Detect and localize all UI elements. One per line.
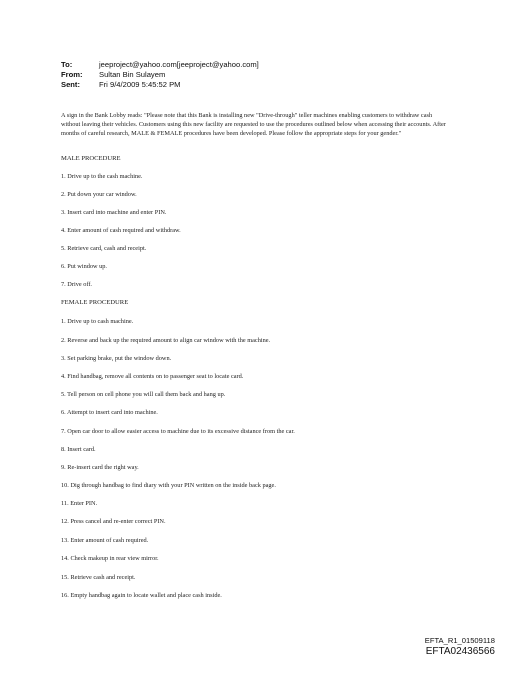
female-step: 13. Enter amount of cash required. bbox=[61, 537, 149, 544]
female-procedure-title: FEMALE PROCEDURE bbox=[61, 299, 129, 306]
footer-id-2: EFTA02436566 bbox=[425, 646, 495, 657]
male-step: 6. Put window up. bbox=[61, 263, 108, 270]
female-step: 12. Press cancel and re-enter correct PIN. bbox=[61, 518, 166, 525]
female-step: 4. Find handbag, remove all contents on to passenger seat to locate card. bbox=[61, 373, 244, 380]
female-step: 2. Reverse and back up the required amount to align car window with the machine. bbox=[61, 337, 271, 344]
from-row bbox=[61, 70, 259, 80]
to-label: To: bbox=[61, 60, 73, 69]
footer-id-1: EFTA_R1_01509118 bbox=[424, 636, 495, 645]
male-step: 4. Enter amount of cash required and withdraw. bbox=[61, 227, 181, 234]
to-row bbox=[61, 60, 259, 70]
female-step: 10. Dig through handbag to find diary with your PIN written on the inside back page. bbox=[61, 482, 276, 489]
female-step: 1. Drive up to cash machine. bbox=[61, 318, 134, 325]
female-step: 9. Re-insert card the right way. bbox=[61, 464, 139, 471]
female-step: 14. Check makeup in rear view mirror. bbox=[61, 555, 159, 562]
female-step: 3. Set parking brake, put the window down. bbox=[61, 355, 172, 362]
male-step: 7. Drive off. bbox=[61, 281, 93, 288]
to-value: jeeproject@yahoo.com[jeeproject@yahoo.com] bbox=[99, 60, 259, 69]
male-procedure-title: MALE PROCEDURE bbox=[61, 155, 121, 162]
male-step: 2. Put down your car window. bbox=[61, 191, 137, 198]
sent-label: Sent: bbox=[61, 80, 80, 89]
female-step: 11. Enter PIN. bbox=[61, 500, 98, 507]
male-step: 1. Drive up to the cash machine. bbox=[61, 173, 143, 180]
male-step: 5. Retrieve card, cash and receipt. bbox=[61, 245, 147, 252]
email-body bbox=[61, 112, 451, 138]
female-step: 8. Insert card. bbox=[61, 446, 96, 453]
female-step: 5. Tell person on cell phone you will call them back and hang up. bbox=[61, 391, 226, 398]
sent-row bbox=[61, 80, 259, 90]
female-step: 6. Attempt to insert card into machine. bbox=[61, 409, 158, 416]
female-step: 15. Retrieve cash and receipt. bbox=[61, 574, 136, 581]
female-step: 16. Empty handbag again to locate wallet and place cash inside. bbox=[61, 592, 222, 599]
female-step: 7. Open car door to allow easier access to machine due to its excessive distance from the car. bbox=[61, 428, 295, 435]
email-header bbox=[61, 60, 259, 90]
from-label: From: bbox=[61, 70, 83, 79]
from-value: Sultan Bin Sulayem bbox=[99, 70, 166, 79]
sent-value: Fri 9/4/2009 5:45:52 PM bbox=[99, 80, 181, 89]
male-step: 3. Insert card into machine and enter PIN. bbox=[61, 209, 167, 216]
intro-paragraph: A sign in the Bank Lobby reads: "Please note that this Bank is installing new "Drive-through" teller machines enabling customers to withdraw cash without leaving their vehicles. Customers using this new facility are requested to use the procedures outlined below when accessing their accounts. After months of careful research, MALE & FEMALE procedures have been developed. Please follow the appropriate steps for your gender." bbox=[61, 112, 446, 137]
